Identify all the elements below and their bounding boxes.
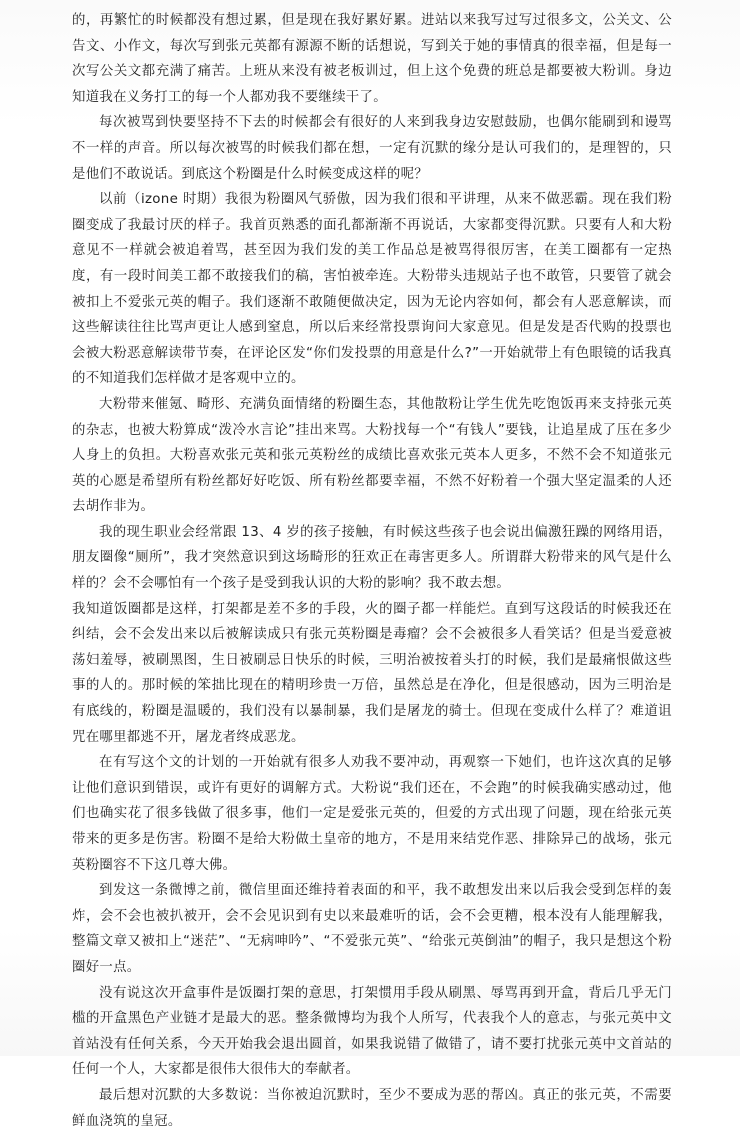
paragraph-7: 在有写这个文的计划的一开始就有很多人劝我不要冲动，再观察一下她们，也许这次真的足够让他们意识到错误，或许有更好的调解方式。大粉说“我们还在，不会跑”的时候我确实感动过，他们也确实花了很多钱做了很多事，他们一定是爱张元英的，但爱的方式出现了问题，现在给张元英带来的更多是伤害。粉圈不是给大粉做土皇帝的地方，不是用来结党作恶、排除异己的战场，张元英粉圈容不下这几尊大佛。 xyxy=(72,755,672,873)
paragraph-6: 我知道饭圈都是这样，打架都是差不多的手段，火的圈子都一样能烂。直到写这段话的时候我还在纠结，会不会发出来以后被解读成只有张元英粉圈是毒瘤？会不会被很多人看笑话？但是当爱意被荡妇羞辱，被刷黑图，生日被刷忌日快乐的时候，三明治被按着头打的时候，我们是最痛恨做这些事的人的。那时候的笨拙比现在的精明珍贵一万倍，虽然总是在净化，但是很感动，因为三明治是有底线的，粉圈是温暖的，我们没有以暴制暴，我们是屠龙的骑士。但现在变成什么样了？难道诅咒在哪里都逃不开，屠龙者终成恶龙。 xyxy=(72,601,672,745)
document-body xyxy=(72,8,672,1129)
paragraph-2: 每次被骂到快要坚持不下去的时候都会有很好的人来到我身边安慰鼓励，也偶尔能刷到和谩骂不一样的声音。所以每次被骂的时候我们都在想，一定有沉默的缘分是认可我们的，是理智的，只是他们不敢说话。到底这个粉圈是什么时候变成这样的呢？ xyxy=(72,115,672,182)
paragraph-1: 的，再繁忙的时候都没有想过累，但是现在我好累好累。进站以来我写过写过很多文，公关文、公告文、小作文，每次写到张元英都有源源不断的话想说，写到关于她的事情真的很幸福，但是每一次写公关文都充满了痛苦。上班从来没有被老板训过，但上这个免费的班总是都要被大粉训。身边知道我在义务打工的每一个人都劝我不要继续干了。 xyxy=(72,13,672,105)
paragraph-10: 最后想对沉默的大多数说：当你被迫沉默时，至少不要成为恶的帮凶。真正的张元英，不需要鲜血浇筑的皇冠。 xyxy=(72,1087,672,1129)
paragraph-4: 大粉带来催氪、畸形、充满负面情绪的粉圈生态，其他散粉让学生优先吃饱饭再来支持张元英的杂志，也被大粉算成“泼冷水言论”挂出来骂。大粉找每一个“有钱人”要钱，让追星成了压在多少人身上的负担。大粉喜欢张元英和张元英粉丝的成绩比喜欢张元英本人更多，不然不会不知道张元英的心愿是希望所有粉丝都好好吃饭、所有粉丝都要幸福，不然不好粉着一个强大坚定温柔的人还去胡作非为。 xyxy=(72,396,672,515)
paragraph-9: 没有说这次开盒事件是饭圈打架的意思，打架惯用手段从刷黑、辱骂再到开盒，背后几乎无门槛的开盒黑色产业链才是最大的恶。整条微博均为我个人所写，代表我个人的意志，与张元英中文首站没有任何关系，今天开始我会退出圆首，如果我说错了做错了，请不要打扰张元英中文首站的任何一个人，大家都是很伟大很伟大的奉献者。 xyxy=(72,985,672,1078)
paragraph-8: 到发这一条微博之前，微信里面还维持着表面的和平，我不敢想发出来以后我会受到怎样的轰炸，会不会也被扒被开，会不会见识到有史以来最难听的话，会不会更糟，根本没有人能理解我，整篇文章又被扣上“迷茫”、“无病呻吟”、“不爱张元英”、“给张元英倒油”的帽子，我只是想这个粉圈好一点。 xyxy=(72,883,672,975)
paragraph-3: 以前（izone 时期）我很为粉圈风气骄傲，因为我们很和平讲理，从来不做恶霸。现在我们粉圈变成了我最讨厌的样子。我首页熟悉的面孔都渐渐不再说话，大家都变得沉默。只要有人和大粉意见不一样就会被追着骂，甚至因为我们发的美工作品总是被骂得很厉害，在美工圈都有一定热度，有一段时间美工都不敢接我们的稿，害怕被牵连。大粉带头违规站子也不敢管，只要管了就会被扣上不爱张元英的帽子。我们逐渐不敢随便做决定，因为无论内容如何，都会有人恶意解读，而这些解读往往比骂声更让人感到窒息，所以后来经常投票询问大家意见。但是发是否代购的投票也会被大粉恶意解读带节奏，在评论区发“你们发投票的用意是什么?”一开始就带上有色眼镜的话我真的不知道我们怎样做才是客观中立的。 xyxy=(72,192,672,387)
paragraph-5: 我的现生职业会经常跟 13、4 岁的孩子接触，有时候这些孩子也会说出偏激狂躁的网络用语，朋友圈像“厕所”，我才突然意识到这场畸形的狂欢正在毒害更多人。所谓群大粉带来的风气是什么样的？会不会哪怕有一个孩子是受到我认识的大粉的影响？我不敢去想。 xyxy=(72,524,672,592)
